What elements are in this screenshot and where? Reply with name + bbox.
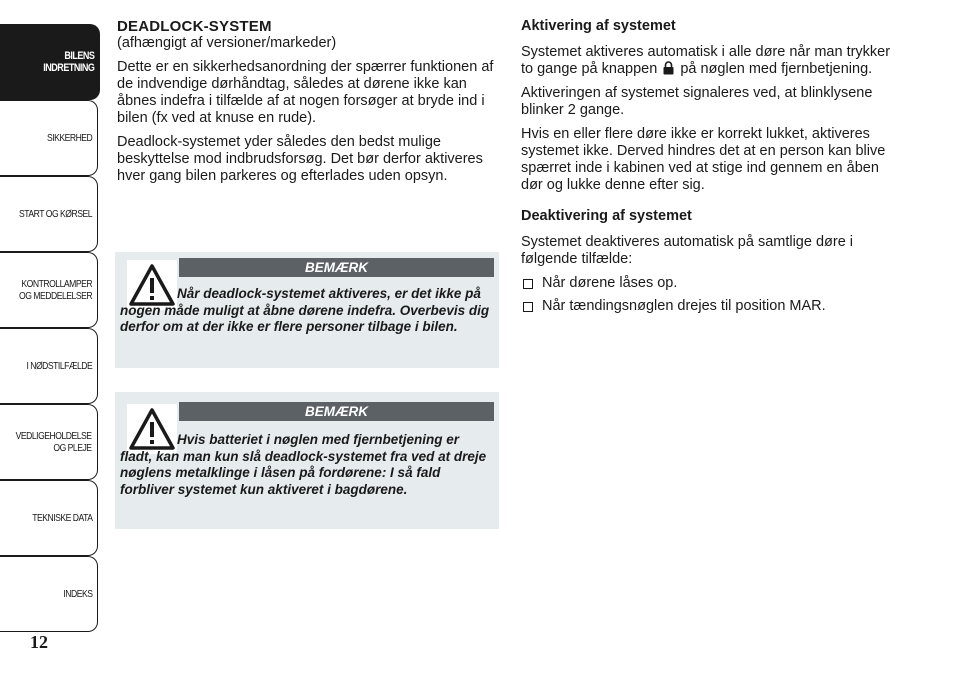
paragraph bbox=[521, 44, 901, 78]
left-column bbox=[117, 18, 497, 192]
deactivation-heading: Deaktivering af systemet bbox=[521, 208, 692, 224]
note-text: Hvis batteriet i nøglen med fjernbetjening er fladt, kan man kun slå deadlock-systemet fra ved at dreje nøglens metalklinge i låsen på fordørene: I så fald forbliver systemet kun aktiveret i bagdørene. bbox=[120, 432, 487, 497]
tab-sikkerhed[interactable] bbox=[0, 100, 98, 176]
tab-vedligeholdelse[interactable] bbox=[0, 404, 98, 480]
paragraph: Aktiveringen af systemet signaleres ved, at blinklysene blinker 2 gange. bbox=[521, 85, 873, 118]
tab-label: VEDLIGEHOLDELSE OG PLEJE bbox=[16, 430, 92, 454]
right-column bbox=[521, 18, 901, 321]
tab-indeks[interactable] bbox=[0, 556, 98, 632]
note-header: BEMÆRK bbox=[179, 402, 494, 421]
lock-icon bbox=[663, 61, 674, 75]
paragraph: Deadlock-systemet yder således den bedst mulige beskyttelse mod indbrudsforsøg. Det bør derfor aktiveres hver gang bilen parkeres og efterlades uden opsyn. bbox=[117, 134, 483, 184]
tab-i-nodstilfaelde[interactable] bbox=[0, 328, 98, 404]
note-text: Når deadlock-systemet aktiveres, er det ikke på nogen måde muligt at åbne dørene indefra. Overbevis dig derfor om at der ikke er flere personer tilbage i bilen. bbox=[120, 286, 490, 334]
tab-label: BILENS INDRETNING bbox=[42, 50, 94, 74]
tab-kontrollamper[interactable] bbox=[0, 252, 98, 328]
list-item bbox=[521, 298, 901, 315]
tab-label: SIKKERHED bbox=[46, 132, 92, 144]
note-header: BEMÆRK bbox=[179, 258, 494, 277]
list-item-text: Når tændingsnøglen drejes til position MAR. bbox=[542, 298, 826, 314]
tab-bilens-indretning[interactable] bbox=[0, 24, 100, 100]
chapter-tabs bbox=[0, 0, 110, 640]
note-box bbox=[115, 252, 499, 368]
activation-heading: Aktivering af systemet bbox=[521, 18, 676, 34]
checkbox-bullet-icon bbox=[523, 279, 533, 289]
tab-label: KONTROLLAMPER OG MEDDELELSER bbox=[18, 278, 92, 302]
paragraph-text: på nøglen med fjernbetjening. bbox=[680, 61, 873, 77]
tab-label: I NØDSTILFÆLDE bbox=[26, 360, 92, 372]
tab-label: TEKNISKE DATA bbox=[31, 512, 92, 524]
bullet-list bbox=[521, 275, 901, 315]
note-box bbox=[115, 392, 499, 529]
tab-tekniske-data[interactable] bbox=[0, 480, 98, 556]
list-item-text: Når dørene låses op. bbox=[542, 275, 678, 291]
section-title: DEADLOCK-SYSTEM bbox=[117, 18, 272, 35]
paragraph-text: Systemet aktiveres automatisk i alle døre når man trykker to gange på knappen bbox=[521, 44, 891, 77]
tab-label: INDEKS bbox=[62, 588, 92, 600]
tab-label: START OG KØRSEL bbox=[18, 208, 92, 220]
checkbox-bullet-icon bbox=[523, 302, 533, 312]
section-subtitle: (afhængigt af versioner/markeder) bbox=[117, 35, 337, 51]
tab-start-og-korsel[interactable] bbox=[0, 176, 98, 252]
paragraph: Dette er en sikkerhedsanordning der spærrer funktionen af de indvendige dørhåndtag, således at dørene ikke kan åbnes indefra i tilfælde af at nogen forsøger at bryde ind i bilen (fx ved at knuse en rude). bbox=[117, 59, 494, 126]
list-item bbox=[521, 275, 901, 292]
paragraph: Systemet deaktiveres automatisk på samtlige døre i følgende tilfælde: bbox=[521, 234, 854, 267]
page-number: 12 bbox=[30, 632, 48, 652]
paragraph: Hvis en eller flere døre ikke er korrekt lukket, aktiveres systemet ikke. Derved hindres det at en person kan blive spærret inde i kabinen ved at stige ind gennem en åben dør og lukke denne efter sig. bbox=[521, 126, 886, 193]
